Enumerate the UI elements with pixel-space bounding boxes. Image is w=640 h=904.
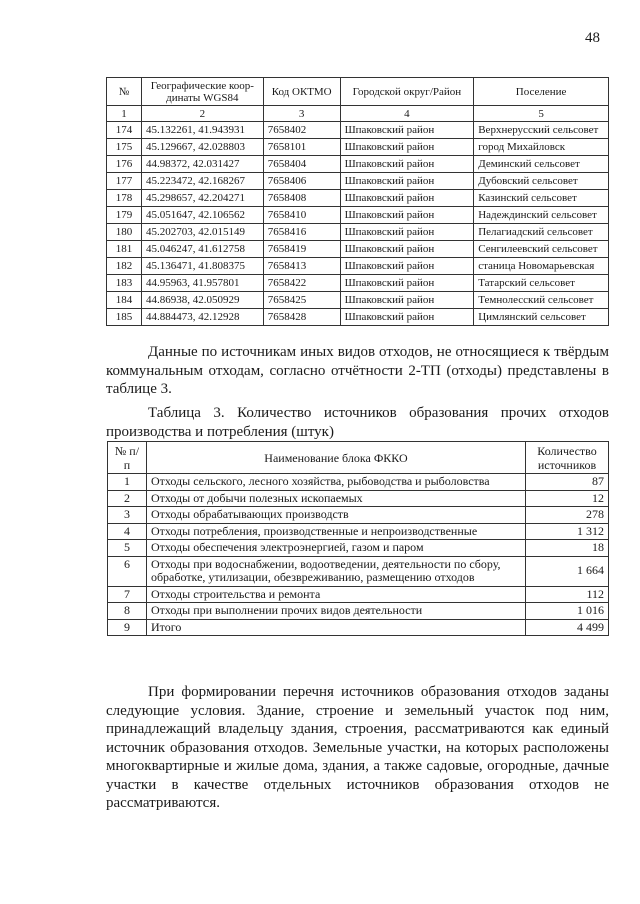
row-number: 175	[107, 139, 142, 156]
row-settlement: Темнолесский сельсовет	[474, 292, 609, 309]
row-number: 180	[107, 224, 142, 241]
page-number: 48	[585, 30, 600, 46]
paragraph-conditions: При формировании перечня источников образования отходов заданы следующие условия. Здание, строение и земельный участок под ним, принадлежащий владельцу здания, строения, рассматриваются как единый источник образования отходов. Земельные участки, на которых расположены многоквартирные и жилые дома, здания, а также садовые, огородные, дачные участки в качестве отдельных источников образования отходов не рассматриваются.	[106, 684, 609, 811]
row-oktmo: 7658406	[263, 173, 340, 190]
row-oktmo: 7658416	[263, 224, 340, 241]
header-oktmo: Код ОКТМО	[263, 78, 340, 106]
row-number: 177	[107, 173, 142, 190]
table-row	[108, 540, 609, 557]
row-settlement: Деминский сельсовет	[474, 156, 609, 173]
row-count: 12	[526, 490, 609, 507]
row-block-name: Отходы потребления, производственные и непроизводственные	[146, 523, 525, 540]
row-coordinates: 45.129667, 42.028803	[141, 139, 263, 156]
row-index: 2	[108, 490, 147, 507]
row-oktmo: 7658101	[263, 139, 340, 156]
column-number: 1	[107, 106, 142, 122]
row-settlement: Сенгилеевский сельсовет	[474, 241, 609, 258]
row-block-name: Отходы при выполнении прочих видов деятельности	[146, 603, 525, 620]
row-oktmo: 7658428	[263, 309, 340, 326]
row-settlement: станица Новомарьевская	[474, 258, 609, 275]
row-district: Шпаковский район	[340, 309, 474, 326]
table-row	[108, 586, 609, 603]
table-row	[107, 156, 609, 173]
row-district: Шпаковский район	[340, 241, 474, 258]
column-number-row	[107, 106, 609, 122]
row-district: Шпаковский район	[340, 156, 474, 173]
row-coordinates: 44.884473, 42.12928	[141, 309, 263, 326]
row-index: 8	[108, 603, 147, 620]
row-number: 182	[107, 258, 142, 275]
row-number: 181	[107, 241, 142, 258]
header-index: № п/п	[108, 442, 147, 474]
row-index: 3	[108, 507, 147, 524]
table-row	[108, 523, 609, 540]
row-count: 1 016	[526, 603, 609, 620]
row-district: Шпаковский район	[340, 139, 474, 156]
row-count: 4 499	[526, 619, 609, 636]
column-number: 5	[474, 106, 609, 122]
table-row	[108, 603, 609, 620]
table-row	[108, 619, 609, 636]
row-index: 9	[108, 619, 147, 636]
header-district: Городской округ/Район	[340, 78, 474, 106]
row-settlement: Цимлянский сельсовет	[474, 309, 609, 326]
row-district: Шпаковский район	[340, 190, 474, 207]
row-block-name: Отходы от добычи полезных ископаемых	[146, 490, 525, 507]
row-index: 6	[108, 556, 147, 586]
row-district: Шпаковский район	[340, 207, 474, 224]
row-district: Шпаковский район	[340, 173, 474, 190]
table-row	[108, 490, 609, 507]
row-index: 7	[108, 586, 147, 603]
row-oktmo: 7658404	[263, 156, 340, 173]
row-number: 174	[107, 122, 142, 139]
row-block-name: Отходы сельского, лесного хозяйства, рыбоводства и рыболовства	[146, 474, 525, 491]
row-oktmo: 7658413	[263, 258, 340, 275]
row-district: Шпаковский район	[340, 224, 474, 241]
column-number: 2	[141, 106, 263, 122]
row-block-name: Итого	[146, 619, 525, 636]
row-index: 1	[108, 474, 147, 491]
table-row	[107, 139, 609, 156]
row-count: 1 664	[526, 556, 609, 586]
row-oktmo: 7658422	[263, 275, 340, 292]
row-district: Шпаковский район	[340, 122, 474, 139]
table-row	[108, 474, 609, 491]
row-index: 5	[108, 540, 147, 557]
table-row	[107, 190, 609, 207]
row-settlement: Надеждинский сельсовет	[474, 207, 609, 224]
row-block-name: Отходы строительства и ремонта	[146, 586, 525, 603]
row-coordinates: 44.98372, 42.031427	[141, 156, 263, 173]
row-count: 112	[526, 586, 609, 603]
row-settlement: Казинский сельсовет	[474, 190, 609, 207]
row-count: 278	[526, 507, 609, 524]
row-coordinates: 45.046247, 41.612758	[141, 241, 263, 258]
row-block-name: Отходы обеспечения электроэнергией, газом и паром	[146, 540, 525, 557]
row-block-name: Отходы обрабатывающих производств	[146, 507, 525, 524]
table-row	[108, 507, 609, 524]
header-coordinates: Географические коор-динаты WGS84	[141, 78, 263, 106]
column-number: 4	[340, 106, 474, 122]
row-settlement: город Михайловск	[474, 139, 609, 156]
row-district: Шпаковский район	[340, 292, 474, 309]
row-settlement: Верхнерусский сельсовет	[474, 122, 609, 139]
table-row	[107, 275, 609, 292]
row-oktmo: 7658410	[263, 207, 340, 224]
row-oktmo: 7658402	[263, 122, 340, 139]
row-count: 1 312	[526, 523, 609, 540]
table-row	[107, 309, 609, 326]
row-number: 185	[107, 309, 142, 326]
row-coordinates: 45.202703, 42.015149	[141, 224, 263, 241]
row-coordinates: 45.132261, 41.943931	[141, 122, 263, 139]
paragraph-intro: Данные по источникам иных видов отходов, не относящиеся к твёрдым коммунальным отходам, согласно отчётности 2-ТП (отходы) представлены в таблице 3.	[106, 344, 609, 397]
table-caption: Таблица 3. Количество источников образования прочих отходов производства и потребления (штук)	[106, 405, 609, 440]
row-settlement: Пелагиадский сельсовет	[474, 224, 609, 241]
row-number: 183	[107, 275, 142, 292]
row-settlement: Татарский сельсовет	[474, 275, 609, 292]
row-coordinates: 44.95963, 41.957801	[141, 275, 263, 292]
row-index: 4	[108, 523, 147, 540]
table-header-row	[108, 442, 609, 474]
header-block-name: Наименование блока ФККО	[146, 442, 525, 474]
row-count: 18	[526, 540, 609, 557]
row-coordinates: 44.86938, 42.050929	[141, 292, 263, 309]
row-count: 87	[526, 474, 609, 491]
row-coordinates: 45.223472, 42.168267	[141, 173, 263, 190]
row-coordinates: 45.051647, 42.106562	[141, 207, 263, 224]
header-number: №	[107, 78, 142, 106]
table-row	[107, 224, 609, 241]
table-header-row	[107, 78, 609, 106]
row-oktmo: 7658408	[263, 190, 340, 207]
row-district: Шпаковский район	[340, 258, 474, 275]
row-settlement: Дубовский сельсовет	[474, 173, 609, 190]
table-row	[107, 258, 609, 275]
waste-sources-table	[107, 441, 609, 636]
row-number: 184	[107, 292, 142, 309]
row-oktmo: 7658419	[263, 241, 340, 258]
table-row	[107, 173, 609, 190]
column-number: 3	[263, 106, 340, 122]
row-number: 178	[107, 190, 142, 207]
row-number: 176	[107, 156, 142, 173]
table-row	[108, 556, 609, 586]
row-district: Шпаковский район	[340, 275, 474, 292]
table-row	[107, 241, 609, 258]
header-settlement: Поселение	[474, 78, 609, 106]
table-row	[107, 292, 609, 309]
settlements-table	[106, 77, 609, 326]
row-coordinates: 45.298657, 42.204271	[141, 190, 263, 207]
row-block-name: Отходы при водоснабжении, водоотведении, деятельности по сбору, обработке, утилизации, обезвреживанию, размещению отходов	[146, 556, 525, 586]
row-coordinates: 45.136471, 41.808375	[141, 258, 263, 275]
table-row	[107, 207, 609, 224]
table-row	[107, 122, 609, 139]
row-number: 179	[107, 207, 142, 224]
row-oktmo: 7658425	[263, 292, 340, 309]
header-count: Количество источников	[526, 442, 609, 474]
